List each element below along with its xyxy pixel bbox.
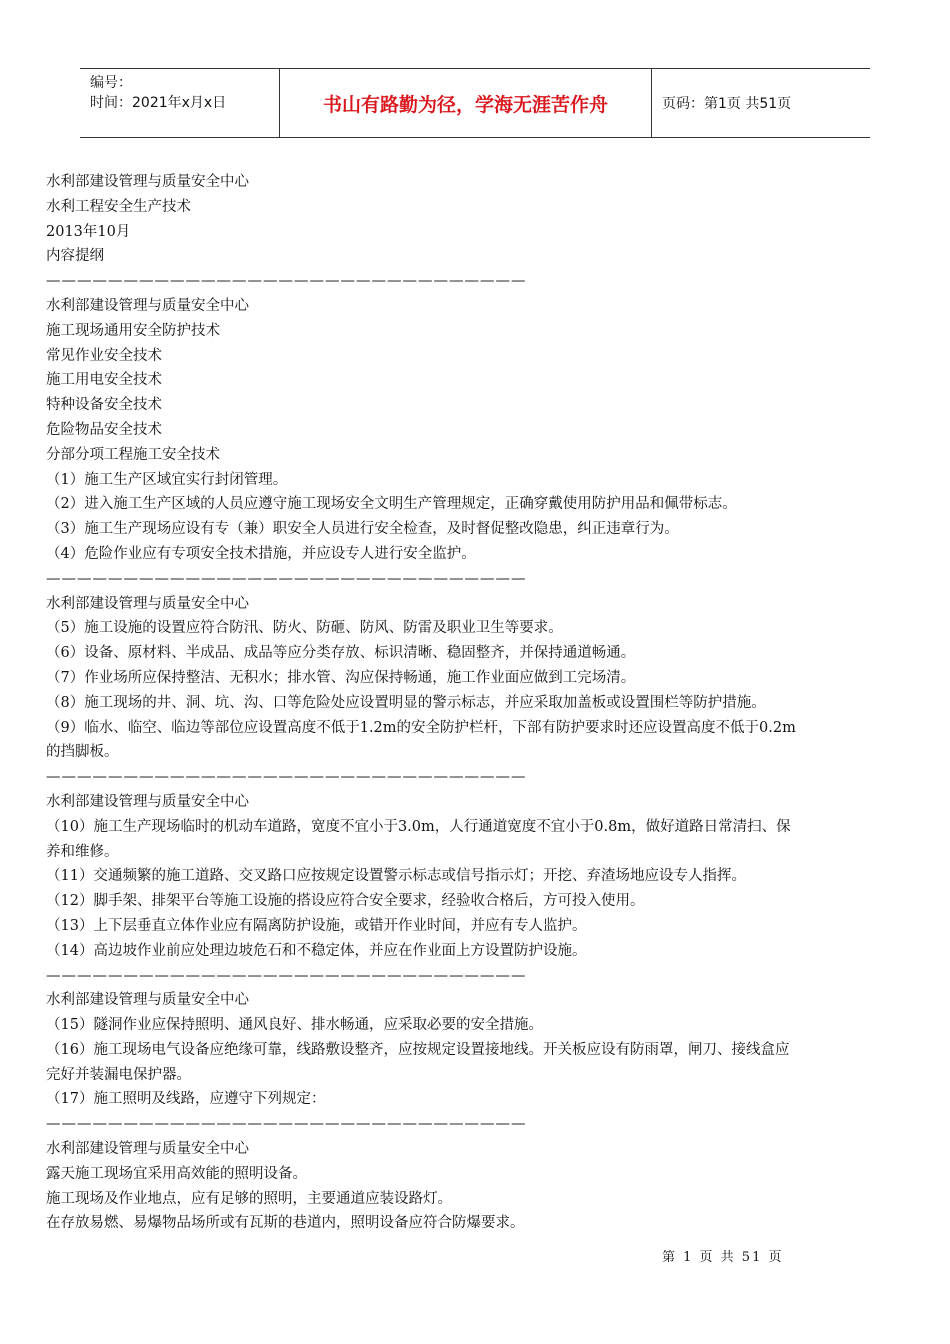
- text-line: 养和维修。: [46, 843, 119, 860]
- page-header: [80, 68, 870, 138]
- text-line: （17）施工照明及线路，应遵守下列规定：: [46, 1091, 326, 1108]
- text-line: 特种设备安全技术: [46, 397, 162, 414]
- text-line: （2）进入施工生产区域的人员应遵守施工现场安全文明生产管理规定，正确穿戴使用防护用品和佩带标志。: [46, 496, 737, 513]
- header-meta: [80, 69, 280, 137]
- text-line: 施工用电安全技术: [46, 372, 162, 389]
- text-line: （10）施工生产现场临时的机动车道路，宽度不宜小于3.0m，人行通道宽度不宜小于0.8m，做好道路日常清扫、保: [46, 818, 791, 835]
- text-line: 露天施工现场宜采用高效能的照明设备。: [46, 1165, 307, 1182]
- separator-line: ———————————————————————————————: [46, 273, 527, 290]
- text-line: （9）临水、临空、临边等部位应设置高度不低于1.2m的安全防护栏杆，下部有防护要求时还应设置高度不低于0.2m: [46, 719, 796, 736]
- text-line: （16）施工现场电气设备应绝缘可靠，线路敷设整齐，应按规定设置接地线。开关板应设有防雨罩，闸刀、接线盒应: [46, 1041, 790, 1058]
- text-line: （13）上下层垂直立体作业应有隔离防护设施，或错开作业时间，并应有专人监护。: [46, 917, 587, 934]
- text-line: 水利工程安全生产技术: [46, 198, 191, 215]
- page-footer: 第 1 页 共 51 页: [662, 1250, 784, 1265]
- text-line: 水利部建设管理与质量安全中心: [46, 793, 249, 810]
- text-line: （14）高边坡作业前应处理边坡危石和不稳定体，并应在作业面上方设置防护设施。: [46, 942, 587, 959]
- text-line: （1）施工生产区域宜实行封闭管理。: [46, 471, 288, 488]
- text-line: （12）脚手架、排架平台等施工设施的搭设应符合安全要求，经验收合格后，方可投入使用。: [46, 893, 645, 910]
- text-line: 2013年10月: [46, 223, 131, 240]
- text-line: 在存放易燃、易爆物品场所或有瓦斯的巷道内，照明设备应符合防爆要求。: [46, 1215, 525, 1232]
- text-line: （7）作业场所应保持整洁、无积水；排水管、沟应保持畅通，施工作业面应做到工完场清。: [46, 669, 636, 686]
- text-line: （3）施工生产现场应设有专（兼）职安全人员进行安全检查，及时督促整改隐患，纠正违章行为。: [46, 521, 679, 538]
- header-page-label: 页码：第1页 共51页: [662, 96, 792, 112]
- text-line: （8）施工现场的井、洞、坑、沟、口等危险处应设置明显的警示标志，并应采取加盖板或设置围栏等防护措施。: [46, 694, 766, 711]
- time-label: 时间：2021年x月x日: [90, 95, 227, 111]
- text-line: （15）隧洞作业应保持照明、通风良好、排水畅通，应采取必要的安全措施。: [46, 1017, 543, 1034]
- text-line: 常见作业安全技术: [46, 347, 162, 364]
- text-line: （6）设备、原材料、半成品、成品等应分类存放、标识清晰、稳固整齐，并保持通道畅通。: [46, 645, 636, 662]
- text-line: 施工现场及作业地点，应有足够的照明，主要通道应装设路灯。: [46, 1190, 452, 1207]
- text-line: 水利部建设管理与质量安全中心: [46, 595, 249, 612]
- text-line: 水利部建设管理与质量安全中心: [46, 297, 249, 314]
- text-line: （11）交通频繁的施工道路、交叉路口应按规定设置警示标志或信号指示灯；开挖、弃渣场地应设专人指挥。: [46, 868, 746, 885]
- header-motto: 书山有路勤为径，学海无涯苦作舟: [280, 69, 652, 137]
- text-line: 水利部建设管理与质量安全中心: [46, 174, 249, 190]
- text-line: （4）危险作业应有专项安全技术措施，并应设专人进行安全监护。: [46, 545, 476, 562]
- document-body: [46, 170, 906, 1236]
- separator-line: ———————————————————————————————: [46, 570, 527, 587]
- text-line: 内容提纲: [46, 248, 104, 265]
- text-line: （5）施工设施的设置应符合防汛、防火、防砸、防风、防雷及职业卫生等要求。: [46, 620, 563, 637]
- text-line: 危险物品安全技术: [46, 421, 162, 438]
- text-line: 水利部建设管理与质量安全中心: [46, 1141, 249, 1158]
- text-line: 完好并装漏电保护器。: [46, 1066, 191, 1083]
- text-line: 的挡脚板。: [46, 744, 119, 761]
- serial-label: 编号：: [90, 75, 132, 91]
- separator-line: ———————————————————————————————: [46, 967, 527, 984]
- text-line: 水利部建设管理与质量安全中心: [46, 992, 249, 1009]
- separator-line: ———————————————————————————————: [46, 1116, 527, 1133]
- text-line: 施工现场通用安全防护技术: [46, 322, 220, 339]
- separator-line: ———————————————————————————————: [46, 769, 527, 786]
- text-line: 分部分项工程施工安全技术: [46, 446, 220, 463]
